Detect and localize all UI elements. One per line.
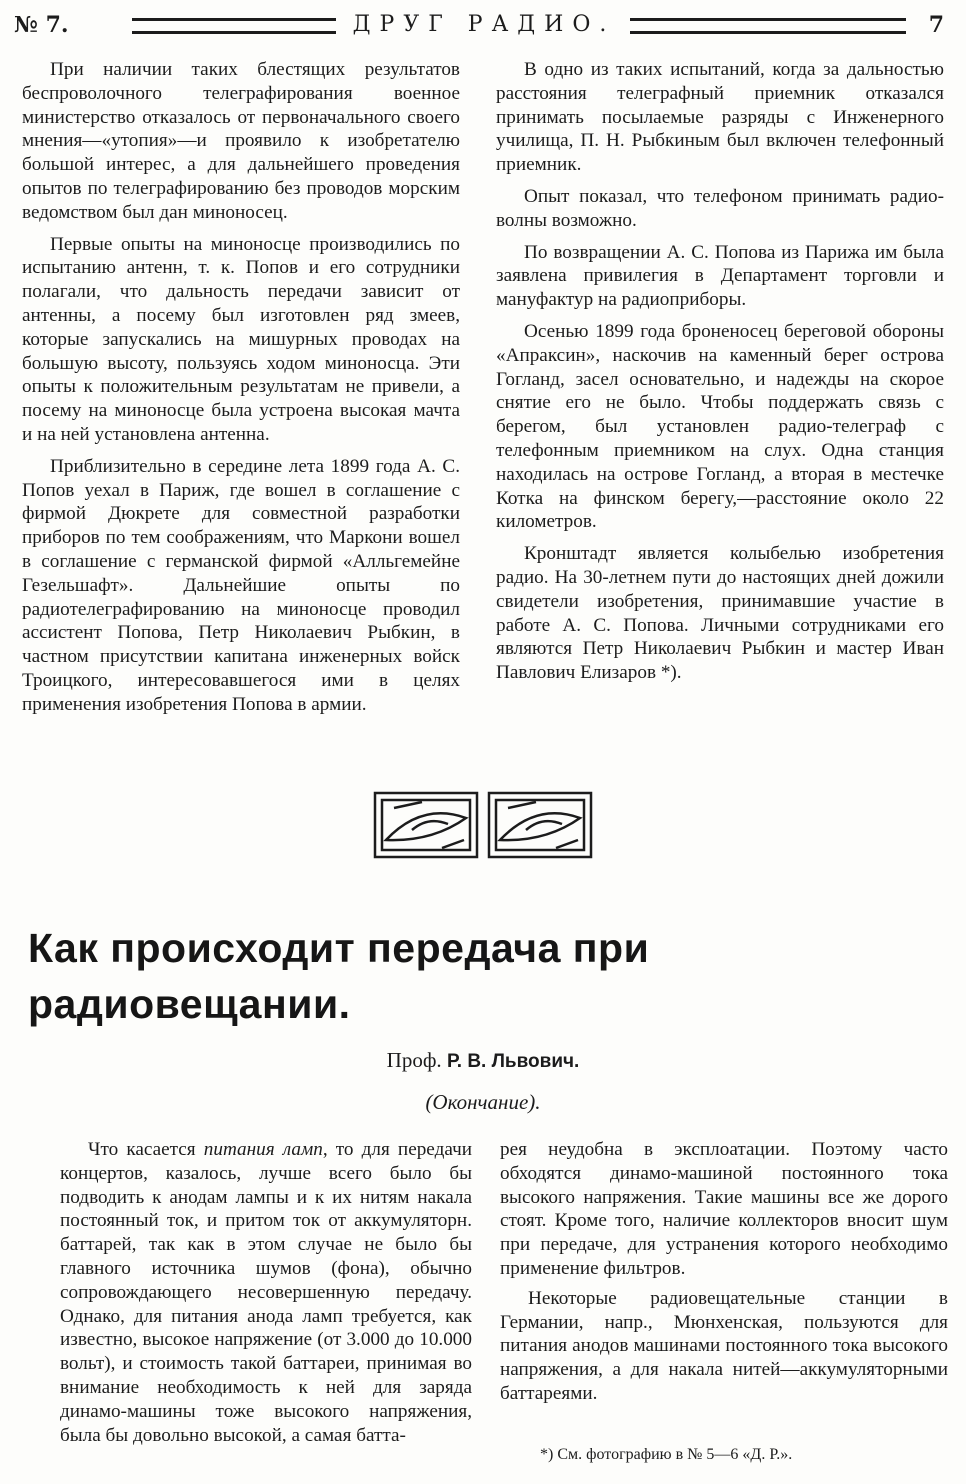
article-title: Как происходит передача при радиовещании. [28, 925, 650, 1027]
journal-title: ДРУГ РАДИО. [352, 12, 616, 37]
header-rule-right [630, 18, 906, 34]
author-name: Р. В. Львович. [446, 1051, 580, 1072]
paragraph: рея неудобна в эксплоатации. Поэтому часто обходятся динамо-машиной постоянного тока высокого напряжения. Такие машины все же дорого стоят. Кроме того, наличие коллекторов вносит шум при передаче, для устранения которого необходимо применение фильтров. [500, 1139, 948, 1279]
paragraph: При наличии таких блестящих результатов беспроволочного телеграфирования военное министерство отказалось от первоначального своего мнения—«утопия»—и проявило к изобретателю большой интерес, а для дальнейшего проведения опытов по телеграфированию без проводов морским ведомством был дан миноносец. [22, 59, 460, 223]
page-header [14, 8, 954, 44]
article-column-left [60, 1138, 472, 1453]
page-number: 7 [928, 12, 944, 38]
paragraph: В одно из таких испытаний, когда за дальностью расстояния телеграфный приемник отказался принимать посылаемые разряды с Инженерного училища, П. Н. Рыбкиным был включен телефонный приемник. [496, 59, 944, 176]
paragraph: Кронштадт является колыбелью изобретения радио. На 30-летнем пути до настоящих дней дожили свидетели изобретения, принимавшие участие в работе А. С. Попова. Личными сотрудниками его являются Петр Николаевич Рыбкин и мастер Иван Павлович Елизаров *). [496, 543, 944, 684]
issue-number: № 7. [14, 12, 69, 38]
byline [0, 1048, 966, 1073]
decorative-ornament [372, 790, 594, 860]
paragraph: Осенью 1899 года броненосец береговой обороны «Апраксин», наскочив на каменный берег острова Гогланд, засел основательно, и надежды на скорое снятие его не было. Чтобы поддержать связь с берегом, был установлен радио-телеграф с телефонным приемником на слух. Одна станция находилась на острове Гогланд, а вторая в местечке Котка на финском берегу,—расстояние около 22 километров. [496, 320, 944, 533]
article-subtitle: (Окончание). [425, 1090, 541, 1114]
column-right [496, 58, 944, 693]
byline-prefix: Проф. [386, 1048, 442, 1072]
ornament-icon [372, 790, 594, 860]
paragraph: Опыт показал, что телефоном принимать радио-волны возможно. [496, 185, 944, 231]
article-column-right [500, 1138, 948, 1412]
emphasis-text: питания ламп [203, 1139, 323, 1160]
paragraph: Приблизительно в середине лета 1899 года А. С. Попов уехал в Париж, где вошел в соглашение с фирмой Дюкрете для совместной разработки приборов по тем соображениям, что Маркони вошел в соглашение с германской фирмой «Алльгемейне Гезельшафт». Дальнейшие опыты по радиотелеграфированию на миноносце проводил ассистент Попова, Петр Николаевич Рыбкин, в частном присутствии капитана инженерных войск Троицкого, интересовавшегося ими в целях применения изобретения Попова в армии. [22, 455, 460, 715]
paragraph: По возвращении А. С. Попова из Парижа им была заявлена привилегия в Департамент торговли и мануфактур на радиоприборы. [496, 241, 944, 311]
paragraph-lead: Что касается [88, 1139, 204, 1160]
paragraph [60, 1138, 472, 1447]
footnote: *) См. фотографию в № 5—6 «Д. Р.». [540, 1446, 793, 1463]
paragraph: Первые опыты на миноносце производились по испытанию антенн, т. к. Попов и его сотрудники полагали, что дальность передачи зависит от антенны, а посему был изготовлен ряд змеев, которые запускались на мишурных проводах на большую высоту, пользуясь ходом миноносца. Эти опыты к положительным результатам не привели, а посему на миноносце была устроена высокая мачта и на ней установлена антенна. [22, 233, 460, 445]
paragraph-rest: , то для передачи концертов, казалось, лучше всего было бы подводить к анодам лампы и к их нитям накала постоянный ток, и притом ток от аккумуляторн. баттарей, так как в этом случае не было бы главного источника шумов (фона), обычно сопровождающего несовершенную передачу. Однако, для питания анода ламп требуется, как известно, высокое напряжение (от 3.000 до 10.000 вольт), и стоимость такой баттареи, принимая во внимание необходимость к ней для заряда динамо-машины тоже высокого напряжения, была бы довольно высокой, а самая батта- [60, 1139, 472, 1446]
paragraph: Некоторые радиовещательные станции в Германии, напр., Мюнхенская, пользуются для питания анодов машинами постоянного тока высокого напряжения, а для накала нитей—аккумуляторными баттареями. [500, 1287, 948, 1404]
column-left [22, 58, 460, 725]
